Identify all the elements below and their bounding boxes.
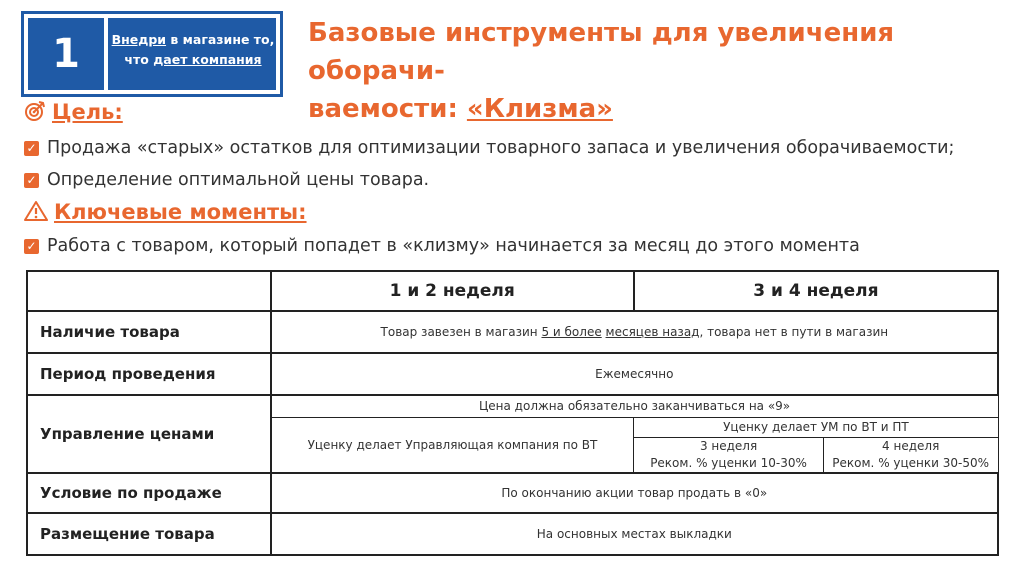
price-week3-cell <box>634 437 824 473</box>
table-row <box>27 473 998 513</box>
row-label-availability: Наличие товара <box>27 311 271 353</box>
price-left-value: Уценку делает Управляющая компания по ВТ <box>271 417 634 473</box>
badge-line1-underlined: Внедри <box>111 32 167 47</box>
availability-text-post: , товара нет в пути в магазин <box>699 325 889 339</box>
goal-heading-text: Цель: <box>52 100 123 124</box>
price-right-top-value: Уценку делает УМ по ВТ и ПТ <box>634 417 998 437</box>
week4-title: 4 неделя <box>882 438 940 453</box>
key-item-text: Работа с товаром, который попадет в «клизму» начинается за месяц до этого момента <box>47 236 860 256</box>
availability-value <box>271 311 998 353</box>
checkbox-icon: ✓ <box>24 173 39 188</box>
section-number: 1 <box>52 31 80 77</box>
title-line2-pre: ваемости: <box>308 94 467 124</box>
table-row <box>27 311 998 353</box>
price-top-value: Цена должна обязательно заканчиваться на «9» <box>271 395 998 417</box>
key-moments-heading <box>24 200 307 224</box>
badge-line2-underlined: дает компания <box>153 52 262 67</box>
row-label-sale: Условие по продаже <box>27 473 271 513</box>
goal-item <box>24 170 429 190</box>
title-line2-underlined: «Клизма» <box>466 94 613 124</box>
availability-text-u2: месяцев назад <box>605 325 700 339</box>
table-row <box>27 513 998 555</box>
goal-heading <box>24 100 123 124</box>
price-week4-cell <box>823 437 998 473</box>
availability-text-u1: 5 и более <box>541 325 602 339</box>
badge-line2-pre: что <box>124 52 154 67</box>
week4-value: Реком. % уценки 30-50% <box>832 455 990 470</box>
row-label-price: Управление ценами <box>27 395 271 473</box>
table-row <box>27 395 998 417</box>
warning-icon <box>24 200 48 222</box>
availability-text-pre: Товар завезен в магазин <box>380 325 542 339</box>
table-corner-cell <box>27 271 271 311</box>
period-value: Ежемесячно <box>271 353 998 395</box>
week3-title: 3 неделя <box>699 438 758 453</box>
goal-item-text: Определение оптимальной цены товара. <box>47 170 430 190</box>
badge-caption <box>110 30 276 70</box>
column-header-weeks-3-4: 3 и 4 неделя <box>634 271 998 311</box>
goal-item-text: Продажа «старых» остатков для оптимизации товарного запаса и увеличения оборачиваемости; <box>47 138 955 158</box>
checkbox-icon: ✓ <box>24 141 39 156</box>
key-item <box>24 236 860 256</box>
page-title <box>308 14 1008 128</box>
goal-item <box>24 138 954 158</box>
badge-divider <box>104 18 108 90</box>
row-label-placement: Размещение товара <box>27 513 271 555</box>
checkbox-icon: ✓ <box>24 239 39 254</box>
row-label-period: Период проведения <box>27 353 271 395</box>
sale-value: По окончанию акции товар продать в «0» <box>271 473 998 513</box>
section-badge <box>24 14 280 94</box>
week3-value: Реком. % уценки 10-30% <box>650 455 807 470</box>
badge-line1-rest: в магазине то, <box>166 32 275 47</box>
title-line1: Базовые инструменты для увеличения оборачи- <box>308 18 895 86</box>
target-icon <box>24 100 46 122</box>
placement-value: На основных местах выкладки <box>271 513 998 555</box>
column-header-weeks-1-2: 1 и 2 неделя <box>271 271 634 311</box>
tools-table <box>26 270 999 556</box>
key-moments-heading-text: Ключевые моменты: <box>54 200 307 224</box>
table-row <box>27 353 998 395</box>
